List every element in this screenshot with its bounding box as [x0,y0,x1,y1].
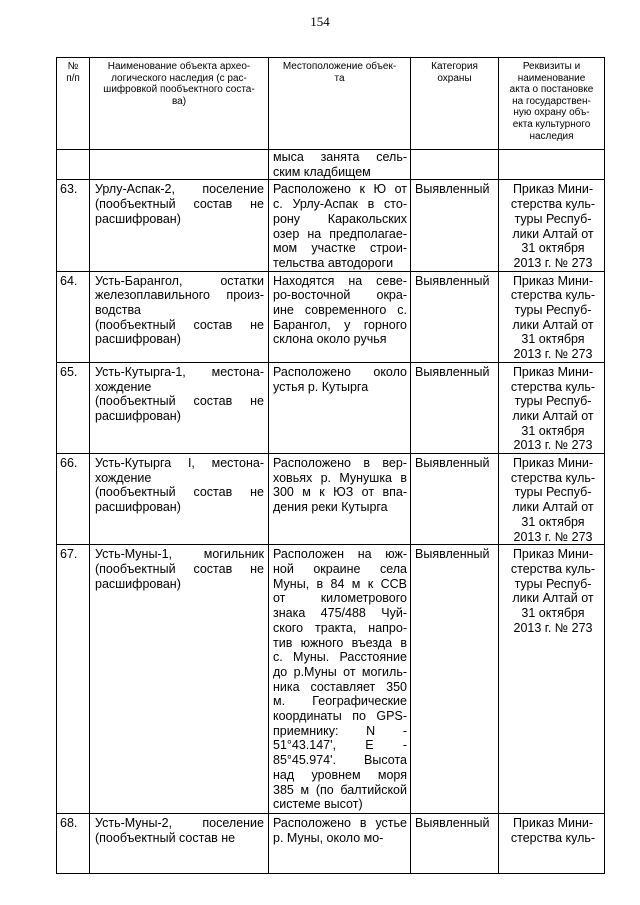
text-line: стерства куль- [510,379,596,394]
text-line: стерства куль- [510,470,596,485]
table-header-row [57,58,605,150]
location-cell [269,545,411,814]
table-row [57,454,605,545]
text-line: Расположено около [273,364,407,379]
text-line: расшифрован) [95,211,181,226]
text-line: туры Респуб- [514,303,592,318]
act-details-cell [499,180,605,271]
text-line: ва) [171,95,187,107]
header-location [269,58,411,150]
text-line: туры Респуб- [514,485,592,500]
continuation-category-cell [411,150,499,180]
protection-category-cell: Выявленный [411,271,499,362]
text-line: стерства куль- [510,197,596,212]
object-name-cell [90,545,269,814]
text-line: от километрового [273,591,407,606]
text-line: Усть-Барангол, остатки [95,273,264,288]
text-line: стерства куль- [510,561,596,576]
text-line: хождение [95,470,152,485]
act-details-cell [499,814,605,874]
text-line: лики Алтай от [512,500,594,515]
text-line: Урлу-Аспак-2, поселение [95,182,264,197]
text-line: м. Географические [273,694,407,709]
text-line: 31 октября [521,514,585,529]
text-line: 31 октября [521,423,585,438]
text-line: 31 октября [521,606,585,621]
text-line: Барангол, у горного [273,317,407,332]
protection-category-cell: Выявленный [411,545,499,814]
text-line: тив южного въезда в [273,635,407,650]
table-row [57,362,605,453]
text-line: ную охрану объ- [513,107,590,119]
text-line: тельства автодороги [273,255,394,270]
text-line: № [67,61,79,72]
act-details-cell [499,362,605,453]
protection-category-cell: Выявленный [411,454,499,545]
text-line: шифровкой пообъектного соста- [103,84,255,96]
text-line: Расположен на юж- [273,547,407,562]
location-cell [269,180,411,271]
text-line: ро-восточной окра- [273,288,407,303]
text-line: Усть-Кутырга I, местона- [95,456,264,471]
text-line: лики Алтай от [512,317,594,332]
protection-category-cell: Выявленный [411,362,499,453]
row-number-cell: 66. [57,454,90,545]
text-line: с. Урлу-Аспак в сто- [273,197,407,212]
text-line: Приказ Мини- [512,547,594,562]
text-line: (пообъектный состав не [95,394,264,409]
text-line: Усть-Муны-2, поселение [95,816,264,831]
text-line: 2013 г. № 273 [513,255,593,270]
text-line: Приказ Мини- [512,456,594,471]
text-line: 31 октября [521,241,585,256]
continuation-num-cell [57,150,90,180]
row-number-cell: 65. [57,362,90,453]
text-line: до р.Муны от могиль- [273,664,407,679]
text-line: мыса занята сель- [273,150,407,164]
text-line: (пообъектный состав не [95,561,264,576]
heritage-registry-table [56,57,605,874]
text-line: расшифрован) [95,408,181,423]
text-line: логического наследия (с рас- [111,72,247,84]
text-line: расшифрован) [95,576,181,591]
text-line: р. Муны, около мо- [273,830,384,845]
text-line: акта о постановке [509,84,594,96]
text-line: водства [95,303,141,318]
text-line: 300 м к ЮЗ от впа- [273,485,407,500]
text-line: хождение [95,379,152,394]
text-line: наименование [517,72,586,84]
row-number-cell: 68. [57,814,90,874]
object-name-cell [90,814,269,874]
text-line: та [334,72,345,84]
text-line: Расположено в вер- [273,456,407,471]
text-line: на государствен- [512,95,591,107]
text-line: расшифрован) [95,332,181,347]
text-line: ине современного с. [273,303,407,318]
text-line: лики Алтай от [512,408,594,423]
object-name-cell [90,362,269,453]
text-line: 85°45.974'. Высота [273,753,407,768]
table-row [57,180,605,271]
text-line: 2013 г. № 273 [513,438,593,453]
text-line: ским кладбищем [273,164,371,179]
object-name-cell [90,271,269,362]
act-details-cell [499,271,605,362]
text-line: екта культурного [512,118,591,130]
text-line: Приказ Мини- [512,273,594,288]
text-line: мом участке строи- [273,241,407,256]
text-line: ховьях р. Мунушка в [273,470,407,485]
text-line: над уровнем моря [273,767,407,782]
protection-category-cell: Выявленный [411,814,499,874]
text-line: охраны [437,72,472,84]
object-name-cell [90,454,269,545]
text-line: 31 октября [521,332,585,347]
text-line: стерства куль- [510,830,596,845]
text-line: рону Каракольских [273,211,407,226]
text-line: ной окраине села [273,561,407,576]
location-cell [269,454,411,545]
text-line: Категория [431,61,478,72]
text-line: 2013 г. № 273 [513,529,593,544]
text-line: с. Муны. Расстояние [273,650,407,665]
text-line: Находятся на севе- [273,273,407,288]
text-line: (пообъектный состав не [95,485,264,500]
text-line: системе высот) [273,797,363,812]
protection-category-cell: Выявленный [411,180,499,271]
location-cell [269,271,411,362]
text-line: Муны, в 84 м к ССВ [273,576,407,591]
text-line: (пообъектный состав не [95,317,264,332]
header-details [499,58,605,150]
text-line: озер на предполагае- [273,226,407,241]
text-line: (пообъектный состав не [95,830,236,845]
text-line: 2013 г. № 273 [513,620,593,635]
text-line: (пообъектный состав не [95,197,264,212]
text-line: 51°43.147', E - [273,738,407,753]
text-line: туры Респуб- [514,394,592,409]
header-name [90,58,269,150]
act-details-cell [499,454,605,545]
text-line: лики Алтай от [512,226,594,241]
page-number: 154 [310,14,330,29]
text-line: 2013 г. № 273 [513,347,593,362]
location-cell [269,814,411,874]
text-line: Приказ Мини- [512,816,594,831]
table-row [57,814,605,874]
text-line: Усть-Муны-1, могильник [95,547,264,562]
table-row [57,545,605,814]
continuation-location-cell [269,150,411,180]
text-line: устья р. Кутырга [273,379,369,394]
text-line: Местоположение объек- [282,61,397,72]
text-line: ника составляет 350 [273,679,407,694]
text-line: Усть-Кутырга-1, местона- [95,364,264,379]
text-line: Приказ Мини- [512,364,594,379]
text-line: Расположено в устье [273,816,407,831]
table-row [57,271,605,362]
text-line: Реквизиты и [522,61,581,72]
location-cell [269,362,411,453]
text-line: склона около ручья [273,332,387,347]
text-line: знака 475/488 Чуй- [273,606,407,621]
act-details-cell [499,545,605,814]
text-line: дения реки Кутырга [273,500,388,515]
text-line: ского тракта, напро- [273,620,407,635]
text-line: стерства куль- [510,288,596,303]
text-line: туры Респуб- [514,211,592,226]
row-number-cell: 63. [57,180,90,271]
text-line: наследия [529,130,574,142]
object-name-cell [90,180,269,271]
text-line: п/п [66,72,80,84]
text-line: Расположено к Ю от [273,182,407,197]
text-line: приемнику: N - [273,723,407,738]
row-number-cell: 67. [57,545,90,814]
continuation-details-cell [499,150,605,180]
row-number-cell: 64. [57,271,90,362]
text-line: железоплавильного произ- [95,288,264,303]
text-line: Наименование объекта архео- [107,61,251,72]
header-num [57,58,90,150]
continuation-row [57,150,605,180]
text-line: Приказ Мини- [512,182,594,197]
text-line: 385 м (по балтийской [273,782,407,797]
header-category [411,58,499,150]
text-line: расшифрован) [95,500,181,515]
text-line: лики Алтай от [512,591,594,606]
text-line: туры Респуб- [514,576,592,591]
continuation-name-cell [90,150,269,180]
text-line: координаты по GPS- [273,709,407,724]
